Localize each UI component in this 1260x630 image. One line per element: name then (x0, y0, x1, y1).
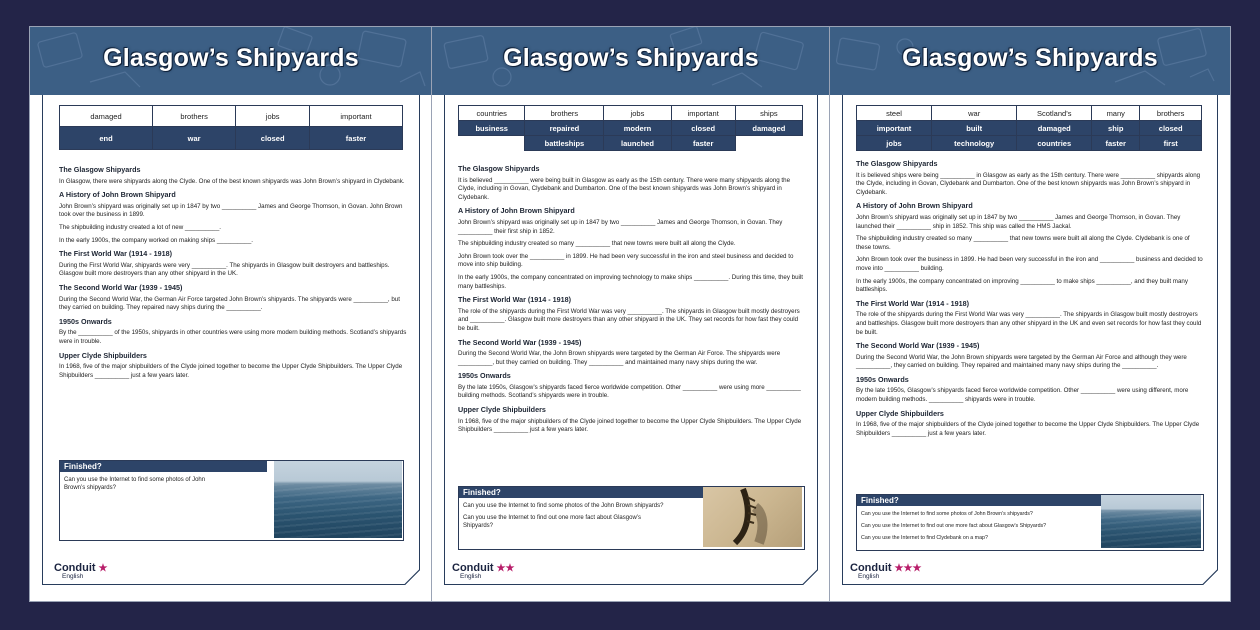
word-bank-cell: Scotland’s (1017, 106, 1092, 121)
paragraph: In 1968, five of the major shipbuilders of the Clyde joined together to become the Upper Clyde Shipbuilders. The Upper Clyde Shipbuilders __________ just a few years later. (458, 417, 802, 434)
logo-name: Conduit (54, 562, 96, 574)
word-bank-cell: war (932, 106, 1017, 121)
section-heading: 1950s Onwards (59, 316, 112, 326)
title-banner (30, 27, 432, 95)
section-heading: Upper Clyde Shipbuilders (59, 350, 147, 360)
word-bank-cell: end (60, 127, 153, 150)
word-bank-cell: countries (1017, 136, 1092, 151)
word-bank-cell: damaged (60, 106, 153, 127)
finished-question: Can you use the Internet to find Clydebank on a map? (861, 535, 988, 541)
word-bank-cell: important (857, 121, 932, 136)
worksheet-title: Glasgow’s Shipyards (103, 44, 359, 72)
paragraph: The shipbuilding industry created so many __________ that new towns were built all along the Clyde. (458, 240, 736, 248)
worksheet-2 (432, 27, 830, 601)
section-heading: The First World War (1914 - 1918) (458, 295, 572, 305)
word-bank-cell: steel (857, 106, 932, 121)
word-bank (59, 105, 403, 150)
logo-name: Conduit (452, 562, 494, 574)
word-bank-cell: modern (604, 121, 671, 136)
word-bank (856, 105, 1202, 151)
word-bank-cell: closed (236, 127, 310, 150)
worksheet-3 (830, 27, 1230, 601)
star-rating-icon: ★ (98, 563, 108, 574)
paragraph: In the early 1900s, the company worked on making ships __________. (59, 236, 253, 244)
paragraph: John Brown’s shipyard was originally set up in 1847 by two __________ James and George Thomson, in Govan. They __________ their first ship in 1852. (458, 218, 783, 235)
finished-label: Finished? (60, 461, 267, 472)
star-rating-icon: ★★ (496, 563, 515, 574)
section-heading: The First World War (1914 - 1918) (856, 298, 970, 308)
worksheet-text (59, 161, 407, 384)
paragraph: John Brown’s shipyard was originally set up in 1847 by two __________ James and George Thomson, in Govan. John Brown took over the business in 1899. (59, 202, 403, 219)
word-bank-cell: faster (671, 136, 735, 151)
finished-question: Can you use the Internet to find out one more fact about Glasgow’s Shipyards? (861, 523, 1047, 529)
title-banner (432, 27, 830, 95)
finished-question: Can you use the Internet to find some photos of the John Brown shipyards? (463, 503, 664, 509)
section-heading: 1950s Onwards (458, 371, 511, 381)
word-bank-cell: brothers (1140, 106, 1202, 121)
worksheet-title: Glasgow’s Shipyards (503, 44, 759, 72)
saxophone-icon (703, 487, 802, 547)
word-bank-cell: launched (604, 136, 671, 151)
paragraph: During the Second World War, the German Air Force targeted John Brown’s shipyards. The shipyards were __________, but they carried on building. They repaired navy ships during the __________. (59, 295, 400, 312)
section-heading: A History of John Brown Shipyard (59, 190, 176, 200)
paragraph: By the __________ of the 1950s, shipyards in other countries were using more modern building methods. Scotland’s shipyards were in trouble. (59, 329, 407, 345)
section-heading: The Second World War (1939 - 1945) (59, 282, 183, 292)
worksheet-1 (30, 27, 432, 601)
word-bank-cell: jobs (857, 136, 932, 151)
section-heading: The Glasgow Shipyards (856, 159, 938, 168)
word-bank-cell: faster (1092, 136, 1140, 151)
conduit-logo (452, 562, 514, 580)
section-heading: Upper Clyde Shipbuilders (856, 408, 944, 418)
conduit-logo (850, 562, 921, 580)
word-bank-cell: ships (735, 106, 802, 121)
word-bank-cell: closed (1140, 121, 1202, 136)
title-banner (830, 27, 1230, 95)
finished-question: Can you use the Internet to find some photos of John Brown’s shipyards? (861, 511, 1033, 517)
paragraph: In 1968, five of the major shipbuilders of the Clyde joined together to become the Upper Clyde Shipbuilders. The Upper Clyde Shipbuilders __________ just a few years later. (59, 363, 403, 379)
word-bank-cell: battleships (525, 136, 604, 151)
word-bank-cell: repaired (525, 121, 604, 136)
word-bank-cell: brothers (152, 106, 235, 127)
word-bank-cell: technology (932, 136, 1017, 151)
paragraph: John Brown took over the __________ in 1899. He had been very successful in the iron and steel business and decided to move into ship building. (458, 252, 794, 269)
word-bank (458, 105, 803, 151)
word-bank-cell: damaged (735, 121, 802, 136)
star-rating-icon: ★★★ (894, 563, 922, 574)
word-bank-cell: brothers (525, 106, 604, 121)
section-heading: A History of John Brown Shipyard (458, 206, 575, 216)
conduit-logo (54, 562, 108, 580)
section-heading: The Second World War (1939 - 1945) (458, 337, 582, 347)
paragraph: During the Second World War, the John Brown shipyards were targeted by the German Air Force. The shipyards were __________, but they carried on building. They __________ and maintained many navy ships during the war. (458, 350, 781, 366)
word-bank-cell: first (1140, 136, 1202, 151)
logo-name: Conduit (850, 562, 892, 574)
paragraph: In the early 1900s, the company concentrated on improving technology to make ships __________. During this time, they built many battleships. (458, 273, 803, 290)
paragraph: In Glasgow, there were shipyards along the Clyde. One of the best known shipyards was John Brown’s shipyard in Clydebank. (59, 177, 405, 185)
word-bank-empty-cell (735, 136, 802, 151)
word-bank-cell: closed (671, 121, 735, 136)
paragraph: In the early 1900s, the company concentrated on improving __________ to make ships __________, and they built many battleships. (856, 277, 1188, 294)
section-heading: A History of John Brown Shipyard (856, 201, 973, 211)
section-heading: The Glasgow Shipyards (458, 164, 540, 173)
paragraph: The role of the shipyards during the First World War was very __________. The shipyards in Glasgow built mostly destroyers and __________. Glasgow built more destroyers than any other shipyard in the UK. They set records for how fast they could be built. (458, 307, 800, 332)
paragraph: The shipbuilding industry created so many __________ that new towns were built all along the Clyde. Clydebank is one of these towns. (856, 235, 1190, 251)
section-heading: Upper Clyde Shipbuilders (458, 405, 546, 415)
sea-photo (274, 461, 402, 538)
word-bank-cell: important (310, 106, 403, 127)
word-bank-cell: damaged (1017, 121, 1092, 136)
paragraph: By the late 1950s, Glasgow’s shipyards faced fierce worldwide competition. Other __________ were using different, more modern building methods. __________ shipyards were in trouble. (856, 387, 1189, 404)
word-bank-cell: jobs (236, 106, 310, 127)
word-bank-cell: built (932, 121, 1017, 136)
logo-subject: English (62, 573, 84, 580)
word-bank-cell: war (152, 127, 235, 150)
worksheet-text (856, 155, 1204, 442)
paragraph: John Brown’s shipyard was originally set up in 1847 by two __________ James and George Thomson, in Govan. They launched their __________ ship in 1852. This ship was called the HMS Jackal. (856, 213, 1181, 230)
paragraph: It is believed __________ were being built in Glasgow as early as the 15th century. There were many shipyards along the Clyde, including in Govan, Clydebank and Dumbarton. One of the best known shipyards was John Brown’s shipyard in Clydebank. (458, 176, 791, 201)
finished-question: Can you use the Internet to find some photos of John Brown’s shipyards? (64, 477, 206, 491)
paragraph: The role of the shipyards during the First World War was very __________. The shipyards in Glasgow built mostly destroyers and battleships. Glasgow built more destroyers than any other shipyard in the UK and even set records for how fast they could be built. (856, 311, 1202, 336)
sea-photo (1101, 495, 1201, 548)
word-bank-cell: many (1092, 106, 1140, 121)
word-bank-empty-cell (459, 136, 525, 151)
section-heading: The Glasgow Shipyards (59, 165, 141, 174)
finished-label: Finished? (459, 487, 704, 498)
section-heading: The First World War (1914 - 1918) (59, 249, 173, 259)
word-bank-cell: business (459, 121, 525, 136)
word-bank-cell: countries (459, 106, 525, 121)
paragraph: In 1968, five of the major shipbuilders of the Clyde joined together to become the Upper Clyde Shipbuilders. The Upper Clyde Shipbuilders __________ just a few years later. (856, 421, 1200, 437)
section-heading: The Second World War (1939 - 1945) (856, 341, 980, 351)
finished-label: Finished? (857, 495, 1101, 506)
paragraph: John Brown took over the business in 1899. He had been very successful in the iron and __________ business and decided to move into __________ building. (856, 256, 1203, 272)
paragraph: During the First World War, shipyards were very __________. The shipyards in Glasgow built destroyers and battleships. Glasgow built more destroyers than any other shipyard in the UK. (59, 261, 390, 278)
finished-question: Can you use the Internet to find out one more fact about Glasgow’s Shipyards? (463, 515, 641, 529)
logo-subject: English (460, 573, 482, 580)
paragraph: By the late 1950s, Glasgow’s shipyards faced fierce worldwide competition. Other __________ were using more __________ building methods. Scotland’s shipyards were in trouble. (458, 383, 801, 400)
paragraph: During the Second World War, the John Brown shipyards were targeted by the German Air Force and although they were __________, they carried on building. They repaired and maintained many navy ships during the __________. (856, 353, 1187, 370)
logo-subject: English (858, 573, 880, 580)
word-bank-cell: important (671, 106, 735, 121)
word-bank-cell: ship (1092, 121, 1140, 136)
word-bank-cell: faster (310, 127, 403, 150)
section-heading: 1950s Onwards (856, 374, 909, 384)
saxophone-photo (703, 487, 802, 547)
paragraph: It is believed ships were being __________ in Glasgow as early as the 15th century. There were __________ shipyards along the Clyde, including in Govan, Clydebank and Dumbarton. One of the best known shipyards was John Brown’s shipyard in Clydebank. (856, 171, 1201, 196)
word-bank-cell: jobs (604, 106, 671, 121)
worksheet-title: Glasgow’s Shipyards (902, 44, 1158, 72)
worksheet-text (458, 160, 806, 439)
paragraph: The shipbuilding industry created a lot of new __________. (59, 223, 222, 231)
